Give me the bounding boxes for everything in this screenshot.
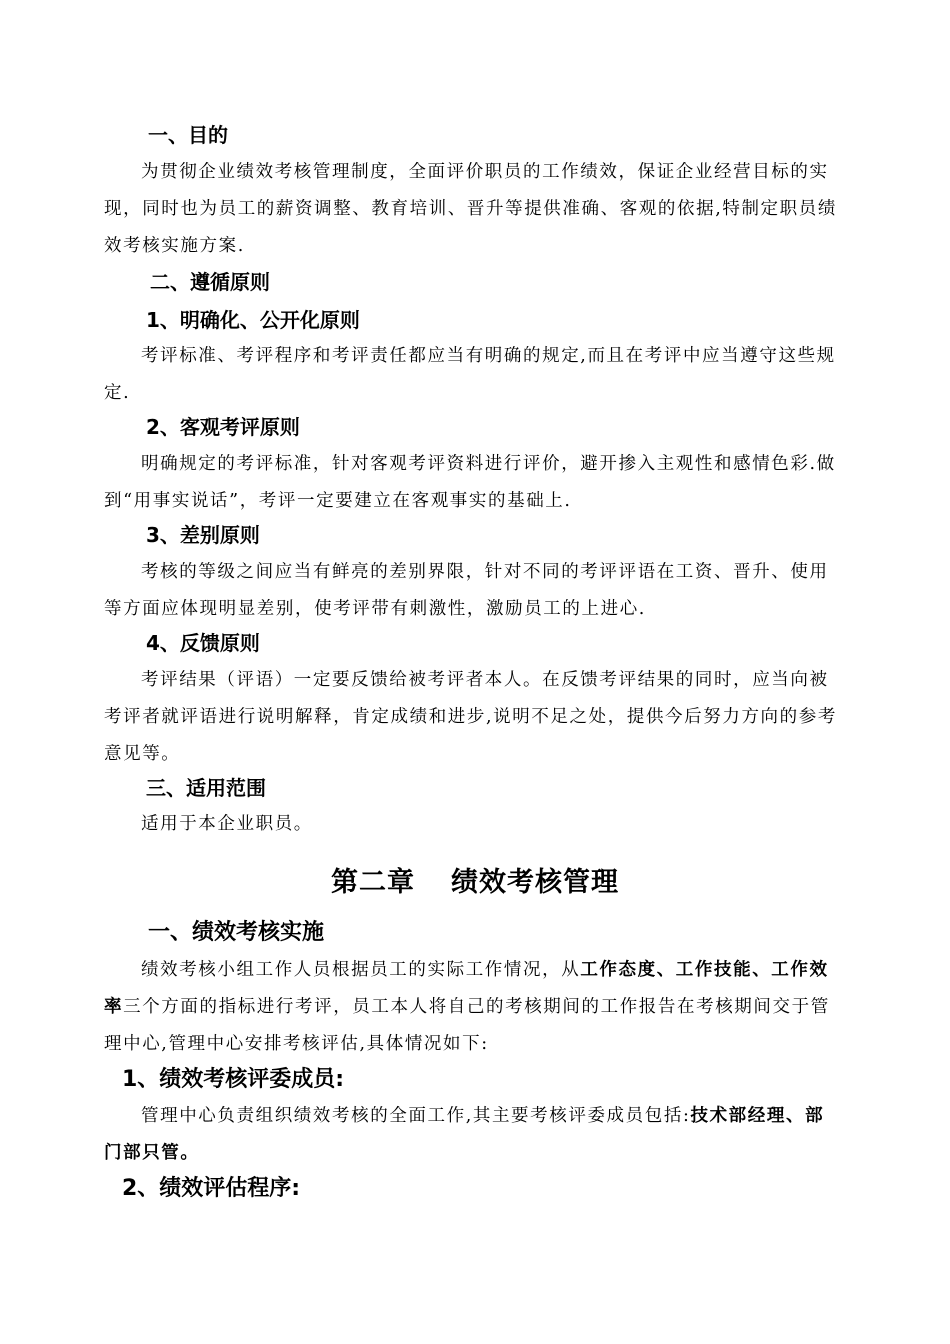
paragraph-feedback-principle (104, 662, 848, 773)
section-heading-scope: 三、适用范围 (146, 776, 266, 800)
chapter-name: 绩效考核管理 (451, 867, 619, 898)
subheading-objective-principle: 2、客观考评原则 (146, 415, 300, 439)
text-run: 管理中心负责组织绩效考核的全面工作,其主要考核评委成员包括: (141, 1106, 691, 1126)
paragraph-purpose (104, 154, 848, 265)
paragraph-scope (104, 806, 848, 843)
subheading-difference-principle: 3、差别原则 (146, 523, 260, 547)
subheading-feedback-principle: 4、反馈原则 (146, 631, 260, 655)
paragraph-line (104, 1135, 848, 1172)
paragraph-line: 到“用事实说话”，考评一定要建立在客观事实的基础上. (104, 491, 572, 511)
paragraph-clarity-principle (104, 338, 848, 412)
paragraph-line (104, 989, 848, 1026)
subheading-clarity-principle: 1、明确化、公开化原则 (146, 308, 360, 332)
paragraph-line (104, 952, 848, 989)
paragraph-implementation (104, 952, 848, 1063)
section-heading-purpose: 一、目的 (148, 123, 228, 147)
text-run: 绩效考核小组工作人员根据员工的实际工作情况，从 (141, 960, 581, 980)
paragraph-line: 理中心,管理中心安排考核评估,具体情况如下: (104, 1034, 489, 1054)
text-run: 三个方面的指标进行考评，员工本人将自己的考核期间的工作报告在考核期间交于管 (123, 997, 830, 1017)
paragraph-line (104, 1098, 848, 1135)
paragraph-line: 为贯彻企业绩效考核管理制度，全面评价职员的工作绩效，保证企业经营目标的实 (141, 162, 829, 182)
emphasis-text: 率 (104, 997, 124, 1017)
paragraph-line: 定. (104, 383, 131, 403)
paragraph-line: 效考核实施方案. (104, 236, 245, 256)
paragraph-line: 考核的等级之间应当有鲜亮的差别界限，针对不同的考评评语在工资、晋升、使用 (141, 562, 829, 582)
paragraph-difference-principle (104, 554, 848, 628)
paragraph-line: 考评者就评语进行说明解释，肯定成绩和进步,说明不足之处，提供今后努力方向的参考 (104, 707, 837, 727)
chapter-number: 第二章 (331, 867, 415, 898)
subheading-procedure: 2、绩效评估程序: (122, 1176, 301, 1201)
paragraph-committee (104, 1098, 848, 1172)
paragraph-line: 等方面应体现明显差别，使考评带有刺激性，激励员工的上进心. (104, 599, 646, 619)
paragraph-line: 明确规定的考评标准，针对客观考评资料进行评价，避开掺入主观性和感情色彩.做 (141, 454, 836, 474)
section-heading-principles: 二、遵循原则 (150, 270, 270, 294)
emphasis-text: 工作态度、工作技能、工作效 (580, 960, 829, 980)
paragraph-line: 考评结果（评语）一定要反馈给被考评者本人。在反馈考评结果的同时，应当向被 (141, 670, 829, 690)
subheading-committee: 1、绩效考核评委成员: (122, 1067, 345, 1092)
emphasis-text: 技术部经理、部 (690, 1106, 825, 1126)
paragraph-line: 现，同时也为员工的薪资调整、教育培训、晋升等提供准确、客观的依据,特制定职员绩 (104, 199, 837, 219)
paragraph-objective-principle (104, 446, 848, 520)
chapter-title (0, 866, 950, 900)
emphasis-text: 门部只管。 (104, 1143, 200, 1163)
paragraph-line: 意见等。 (104, 744, 181, 764)
paragraph-line: 适用于本企业职员。 (141, 814, 313, 834)
section-heading-implementation: 一、绩效考核实施 (148, 920, 325, 945)
paragraph-line: 考评标准、考评程序和考评责任都应当有明确的规定,而且在考评中应当遵守这些规 (141, 346, 836, 366)
